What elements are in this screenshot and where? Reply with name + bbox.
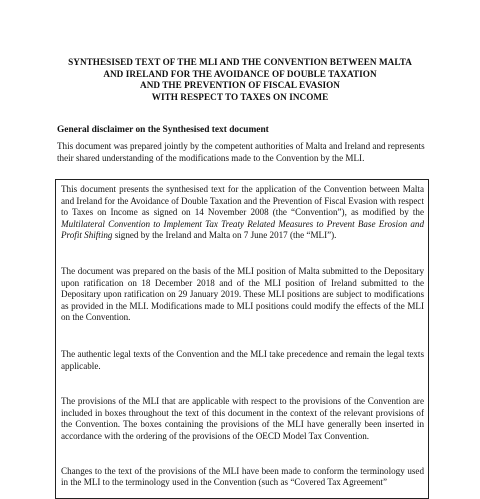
box-paragraph-1	[61, 184, 424, 242]
box-paragraph-2: The document was prepared on the basis of the MLI position of Malta submitted to the Depositary upon ratification on 18 December 2018 and of the MLI position of Ireland submitted to the Depositary upon ratification on 29 January 2019. These MLI positions are subject to modifications as provided in the MLI. Modifications made to MLI positions could modify the effects of the MLI on the Convention.	[61, 265, 424, 323]
disclaimer-heading: General disclaimer on the Synthesised text document	[57, 125, 269, 135]
box-paragraph-1-tail: signed by the Ireland and Malta on 7 June 2017 (the “MLI”).	[112, 230, 337, 241]
document-title	[48, 57, 432, 103]
synthesised-text-box	[55, 179, 429, 499]
title-line-2: AND IRELAND FOR THE AVOIDANCE OF DOUBLE TAXATION	[103, 68, 377, 79]
box-paragraph-3: The authentic legal texts of the Convention and the MLI take precedence and remain the legal texts applicable.	[61, 348, 424, 371]
box-paragraph-5: Changes to the text of the provisions of the MLI have been made to conform the terminology used in the MLI to the terminology used in the Convention (such as “Covered Tax Agreement”	[61, 465, 424, 488]
title-line-1: SYNTHESISED TEXT OF THE MLI AND THE CONVENTION BETWEEN MALTA	[68, 57, 412, 67]
mli-title-italic: Multilateral Convention to Implement Tax Treaty Related Measures to Prevent Base Erosion and Profit Shifting	[61, 218, 424, 241]
box-paragraph-1-lead: This document presents the synthesised text for the application of the Convention between Malta and Ireland for the Avoidance of Double Taxation and the Prevention of Fiscal Evasion with respect to Taxes on Income as signed on 14 November 2008 (the “Convention”), as modified by the	[61, 184, 424, 218]
title-line-4: WITH RESPECT TO TAXES ON INCOME	[151, 91, 329, 102]
box-paragraph-4: The provisions of the MLI that are applicable with respect to the provisions of the Convention are included in boxes throughout the text of this document in the context of the relevant provisions of the Convention. The boxes containing the provisions of the MLI have generally been inserted in accordance with the ordering of the provisions of the OECD Model Tax Convention.	[61, 396, 424, 441]
title-line-3: AND THE PREVENTION OF FISCAL EVASION	[140, 80, 340, 90]
disclaimer-paragraph: This document was prepared jointly by the competent authorities of Malta and Ireland and represents their shared understanding of the modifications made to the Convention by the MLI.	[57, 141, 425, 163]
